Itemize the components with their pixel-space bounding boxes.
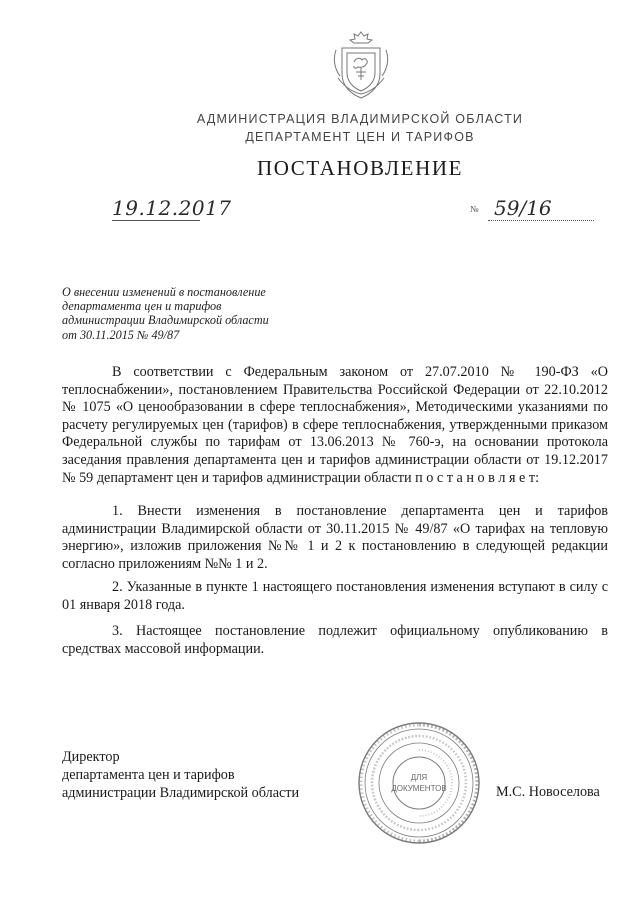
clause-2-paragraph: 2. Указанные в пункте 1 настоящего постановления изменения вступают в силу с 01 января 2018 года. <box>62 579 608 613</box>
signatory-administration: администрации Владимирской области <box>62 785 300 801</box>
signatory-title: Директор <box>62 749 120 765</box>
document-number: 59/16 <box>488 196 594 221</box>
subject-line: администрации Владимирской области <box>62 313 269 328</box>
subject-line: от 30.11.2015 № 49/87 <box>62 327 180 342</box>
signer-name: М.С. Новоселова <box>496 784 600 800</box>
stamp-text-line2: ДОКУМЕНТОВ <box>391 784 447 793</box>
subject-line: департамента цен и тарифов <box>62 299 222 314</box>
stamp-text-line1: ДЛЯ <box>410 773 428 782</box>
clause-3-paragraph: 3. Настоящее постановление подлежит официальному опубликованию в средствах массовой информации. <box>62 623 608 657</box>
number-label: № <box>470 204 479 214</box>
document-subject <box>62 285 302 342</box>
coat-of-arms-icon <box>330 28 392 102</box>
agency-name: АДМИНИСТРАЦИЯ ВЛАДИМИРСКОЙ ОБЛАСТИ <box>196 112 524 126</box>
department-name: ДЕПАРТАМЕНТ ЦЕН И ТАРИФОВ <box>245 130 475 144</box>
signatory-position <box>62 748 382 802</box>
preamble-paragraph: В соответствии с Федеральным законом от 27.07.2010 № 190-ФЗ «О теплоснабжении», постановлением Правительства Российской Федерации от 22.10.2012 № 1075 «О ценообразовании в сфере теплоснабжения», Методическими указаниями по расчету регулируемых цен (тарифов) в сфере теплоснабжения, утвержденными приказом Федеральной службы по тарифам от 13.06.2013 № 760-э, на основании протокола заседания правления департамента цен и тарифов администрации области от 19.12.2017 № 59 департамент цен и тарифов администрации области п о с т а н о в л я е т: <box>62 364 608 486</box>
document-date: 19.12.2017 <box>112 196 232 220</box>
document-title: ПОСТАНОВЛЕНИЕ <box>256 156 464 180</box>
clause-1-paragraph: 1. Внести изменения в постановление департамента цен и тарифов администрации Владимирской области от 30.11.2015 № 49/87 «О тарифах на тепловую энергию», изложив приложения №№ 1 и 2 к постановлению в следующей редакции согласно приложениям №№ 1 и 2. <box>62 503 608 572</box>
subject-line: О внесении изменений в постановление <box>62 285 266 299</box>
signatory-department: департамента цен и тарифов <box>62 767 235 783</box>
official-stamp <box>356 720 482 846</box>
